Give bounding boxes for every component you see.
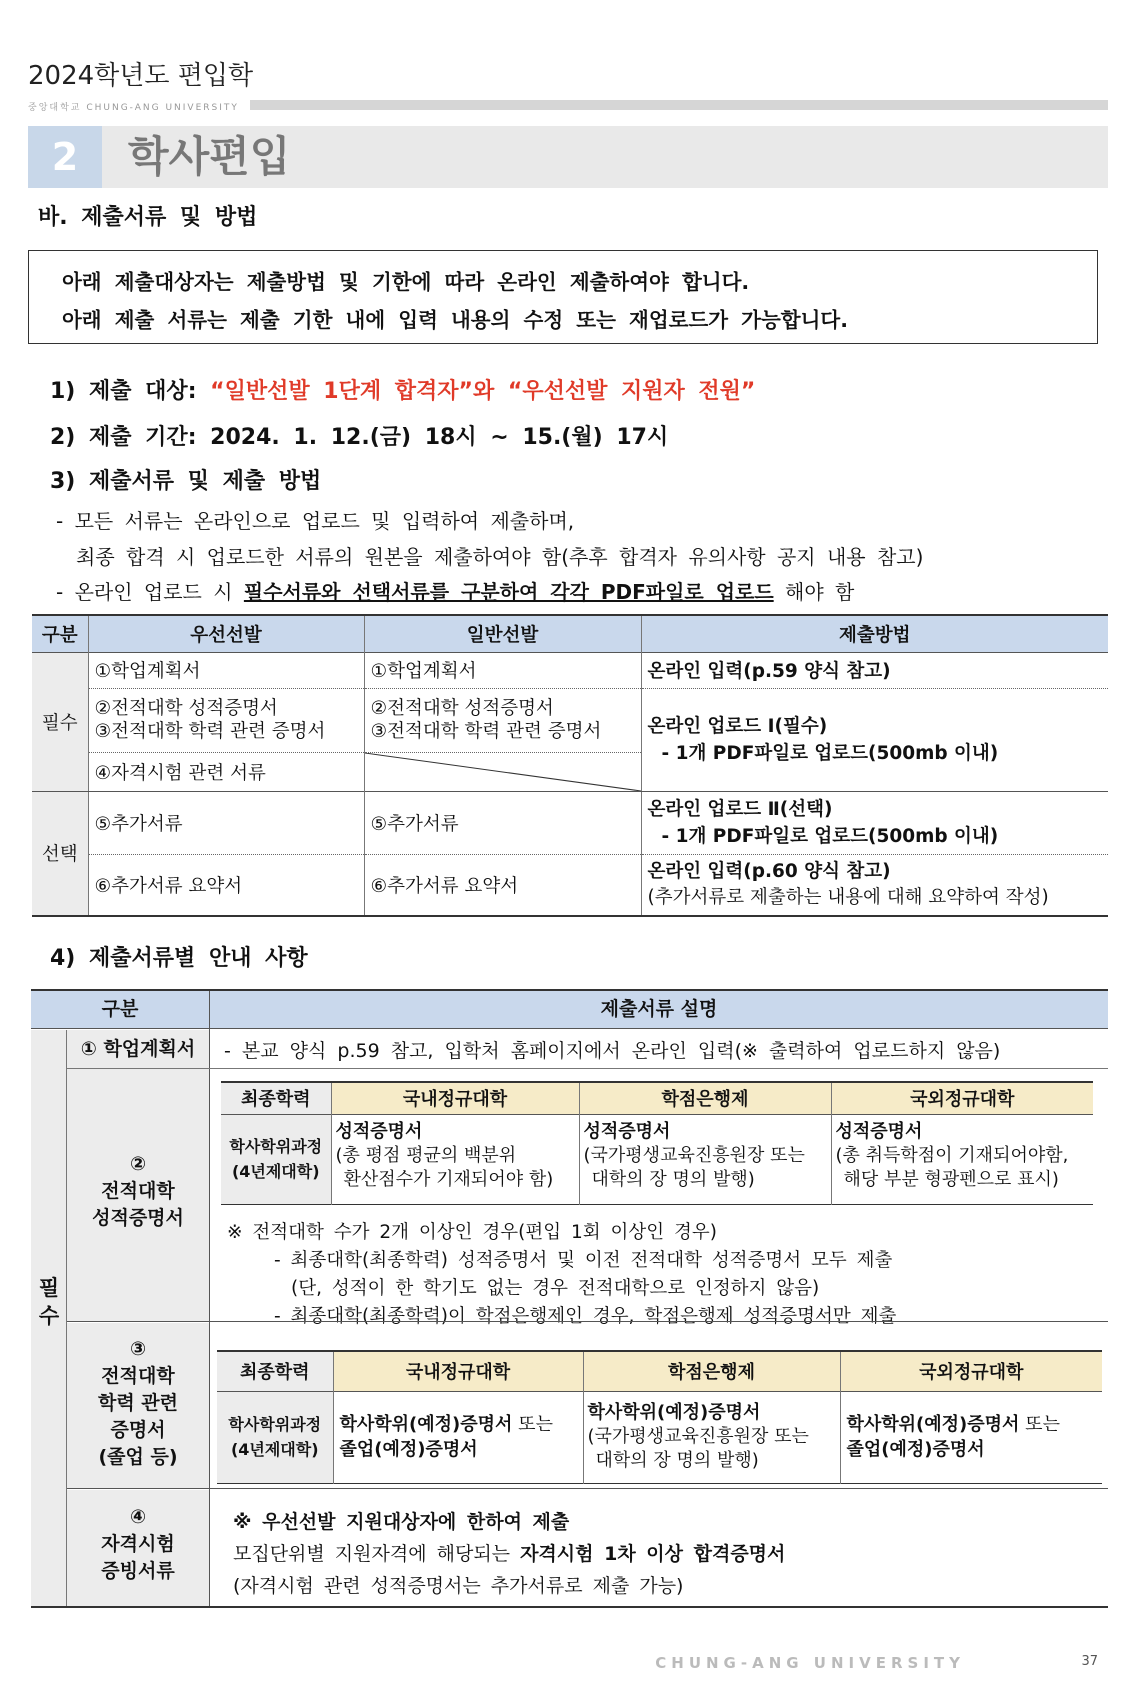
t2-doc2-note-2: - 최종대학(최종학력) 성적증명서 및 이전 전적대학 성적증명서 모두 제출 [274,1250,893,1271]
t1-r1-method: 온라인 입력(p.59 양식 참고) [641,652,1108,688]
t1-r2-method [641,688,1108,791]
t2-doc2-c1-l2: (총 평점 평균의 백분위 [335,1144,517,1166]
t2-doc3-rowlabel-1: 학사학위과정 [228,1415,322,1434]
t1-r2-priority [88,688,364,752]
t2-doc2-note-3: (단, 성적이 한 학기도 없는 경우 전적대학으로 인정하지 않음) [291,1278,820,1299]
page-number: 37 [1081,1654,1098,1669]
t2-doc3-label-num: ③ [129,1338,147,1360]
t2-doc2-notes [227,1219,896,1331]
t2-doc3-c1-b: 또는 [512,1414,553,1435]
t2-doc2-label [67,1151,209,1232]
t1-r3-priority: ④자격시험 관련 서류 [88,752,364,791]
t2-doc2-label-num: ② [129,1153,147,1175]
t2-doc3-c2-l2: (국가평생교육진흥원장 또는 [587,1426,809,1447]
t2-doc3-h0: 최종학력 [217,1351,333,1391]
t1-header-category: 구분 [32,615,88,652]
t2-row2-rule [67,1321,1108,1323]
t2-doc2-c2-l2: (국가평생교육진흥원장 또는 [583,1144,805,1166]
t2-row3-rule [67,1488,1108,1490]
t2-doc4-line2 [233,1538,785,1570]
t1-r4-method [641,791,1108,854]
t1-header-general: 일반선발 [364,615,641,652]
item-target [50,374,755,405]
t2-doc4-label [67,1504,209,1585]
t1-r5-priority: ⑥추가서류 요약서 [88,854,364,916]
t1-r5-method-2: (추가서류로 제출하는 내용에 대해 요약하여 작성) [647,886,1049,908]
t1-r4-method-2: - 1개 PDF파일로 업로드(500mb 이내) [661,825,999,847]
t2-doc3-h3: 국외정규대학 [840,1351,1102,1391]
t2-doc3-c3-a: 학사학위(예정)증명서 [846,1414,1020,1435]
t2-doc3-h1: 국내정규대학 [333,1351,583,1391]
t1-required-label: 필수 [32,652,88,791]
t2-doc2-c2 [579,1114,831,1204]
t2-doc3-c1-a: 학사학위(예정)증명서 [339,1414,513,1435]
t1-r5-general: ⑥추가서류 요약서 [364,854,641,916]
item-guide: 4) 제출서류별 안내 사항 [50,946,308,971]
t1-r2a-general: ②전적대학 성적증명서 [370,698,554,719]
bullet-1a: - 모든 서류는 온라인으로 업로드 및 입력하여 제출하며, [56,509,575,533]
t2-doc3-c1-c: 졸업(예정)증명서 [339,1439,478,1460]
notice-box [28,250,1098,344]
t2-row1-rule [67,1068,1108,1070]
subsection-heading: 바. 제출서류 및 방법 [38,205,258,230]
university-wordmark: 중앙대학교 CHUNG-ANG UNIVERSITY [28,103,239,113]
t2-doc2-c2-title: 성적증명서 [583,1120,671,1142]
t2-doc3-rowlabel [217,1391,333,1483]
t2-doc4-line2-bold: 자격시험 1차 이상 합격증명서 [520,1543,786,1565]
bullet-2-underlined: 필수서류와 선택서류를 구분하여 각각 PDF파일로 업로드 [243,580,774,604]
t2-doc2-rowlabel [221,1114,331,1204]
t2-doc2-subtable [221,1081,1093,1205]
t2-doc3-label-4: (졸업 등) [98,1446,178,1468]
t1-r2a-priority: ②전적대학 성적증명서 [94,698,278,719]
t1-r3-general-empty [364,752,641,791]
t2-doc2-c1-title: 성적증명서 [335,1120,423,1142]
t2-doc1-desc: - 본교 양식 p.59 참고, 입학처 홈페이지에서 온라인 입력(※ 출력하여 업로드하지 않음) [224,1040,1001,1062]
t2-doc4-label-1: 자격시험 [101,1533,175,1555]
t1-r1-general: ①학업계획서 [364,652,641,688]
t2-doc2-c3-l2: (총 취득학점이 기재되어야함, [835,1144,1069,1166]
t2-doc3-label-1: 전적대학 [101,1365,175,1387]
t2-header-description: 제출서류 설명 [600,998,718,1020]
t1-r4-general: ⑤추가서류 [364,791,641,854]
t2-doc2-h1: 국내정규대학 [331,1082,579,1114]
bullet-2-post: 해야 함 [773,580,855,604]
t1-r2b-priority: ③전적대학 학력 관련 증명서 [94,721,326,742]
notice-line-2: 아래 제출 서류는 제출 기한 내에 입력 내용의 수정 또는 재업로드가 가능합니다. [62,308,848,332]
t1-r4-method-1: 온라인 업로드 Ⅱ(선택) [647,798,833,820]
document-header-title: 2024학년도 편입학 [28,61,254,91]
t1-header-priority: 우선선발 [88,615,364,652]
t2-doc3-c3 [840,1391,1102,1483]
guide-table [31,989,1108,1608]
t2-doc2-rowlabel-2: (4년제대학) [231,1162,320,1181]
t2-doc2-note-1: ※ 전적대학 수가 2개 이상인 경우(편입 1회 이상인 경우) [227,1222,717,1243]
bullet-2-pre: - 온라인 업로드 시 [56,580,244,604]
t2-doc3-c3-c: 졸업(예정)증명서 [846,1439,985,1460]
t1-r4-priority: ⑤추가서류 [88,791,364,854]
t2-doc4-desc [233,1506,785,1602]
t2-required-label: 필수 [38,1276,60,1328]
header-rule [250,100,1108,110]
t2-divider-vertical [209,991,210,1606]
item-target-label: 1) 제출 대상: [50,379,211,404]
t2-doc2-h2: 학점은행제 [579,1082,831,1114]
t1-diagonal-line [365,753,641,791]
t1-header-method: 제출방법 [641,615,1108,652]
t2-doc3-label [67,1336,209,1471]
t2-doc3-subtable [217,1350,1102,1484]
t2-header-category: 구분 [101,998,139,1020]
section-number: 2 [28,126,102,188]
t2-doc1-label: ① 학업계획서 [80,1038,196,1060]
t2-doc2-c1-l3: 환산점수가 기재되어야 함) [343,1168,554,1190]
t1-r5-method-1: 온라인 입력(p.60 양식 참고) [647,860,891,882]
t1-r2-method-1: 온라인 업로드 Ⅰ(필수) [647,715,828,737]
bullet-2 [56,576,854,605]
t2-doc3-c2 [583,1391,840,1483]
t2-doc2-note-4: - 최종대학(최종학력)이 학점은행제인 경우, 학점은행제 성적증명서만 제출 [274,1306,897,1327]
notice-line-1: 아래 제출대상자는 제출방법 및 기한에 따라 온라인 제출하여야 합니다. [62,270,750,294]
t2-doc2-c3 [831,1114,1093,1204]
t2-doc4-label-2: 증빙서류 [101,1560,175,1582]
t1-r2b-general: ③전적대학 학력 관련 증명서 [370,721,602,742]
t2-doc2-label-1: 전적대학 [101,1180,175,1202]
t2-doc3-c2-l3: 대학의 장 명의 발행) [595,1450,759,1471]
t2-doc2-h0: 최종학력 [221,1082,331,1114]
item-docs: 3) 제출서류 및 제출 방법 [50,469,322,494]
t1-r5-method [641,854,1108,916]
t2-doc3-rowlabel-2: (4년제대학) [230,1440,319,1459]
t2-doc4-label-num: ④ [129,1506,147,1528]
submission-table [32,614,1108,917]
t2-doc4-line3: (자격시험 관련 성적증명서는 추가서류로 제출 가능) [233,1575,684,1597]
t1-r2-method-2: - 1개 PDF파일로 업로드(500mb 이내) [661,742,999,764]
t2-doc3-label-3: 증명서 [110,1419,166,1441]
t2-doc2-h3: 국외정규대학 [831,1082,1093,1114]
item-target-value: “일반선발 1단계 합격자”와 “우선선발 지원자 전원” [210,379,756,404]
t2-doc3-label-2: 학력 관련 [97,1392,179,1414]
t2-doc3-c1 [333,1391,583,1483]
t2-doc2-label-2: 성적증명서 [92,1207,184,1229]
t2-doc2-c1 [331,1114,579,1204]
t2-doc2-c3-title: 성적증명서 [835,1120,923,1142]
t2-doc2-rowlabel-1: 학사학위과정 [229,1137,323,1156]
t2-doc3-h2: 학점은행제 [583,1351,840,1391]
t2-doc4-line2-pre: 모집단위별 지원자격에 해당되는 [233,1543,521,1565]
item-period: 2) 제출 기간: 2024. 1. 12.(금) 18시 ~ 15.(월) 17시 [50,425,669,450]
t2-doc2-c3-l3: 해당 부분 형광펜으로 표시) [843,1168,1059,1190]
footer-university: CHUNG-ANG UNIVERSITY [655,1654,965,1672]
section-title: 학사편입 [128,132,291,181]
t1-r2-general [364,688,641,752]
t2-doc2-c2-l3: 대학의 장 명의 발행) [591,1168,755,1190]
bullet-1b: 최종 합격 시 업로드한 서류의 원본을 제출하여야 함(추후 합격자 유의사항 공지 내용 참고) [76,545,924,569]
t1-optional-label: 선택 [32,791,88,916]
t2-doc4-line1: ※ 우선선발 지원대상자에 한하여 제출 [233,1511,570,1533]
t2-doc3-c2-title: 학사학위(예정)증명서 [587,1402,761,1423]
t1-r1-priority: ①학업계획서 [88,652,364,688]
t2-doc3-c3-b: 또는 [1019,1414,1060,1435]
